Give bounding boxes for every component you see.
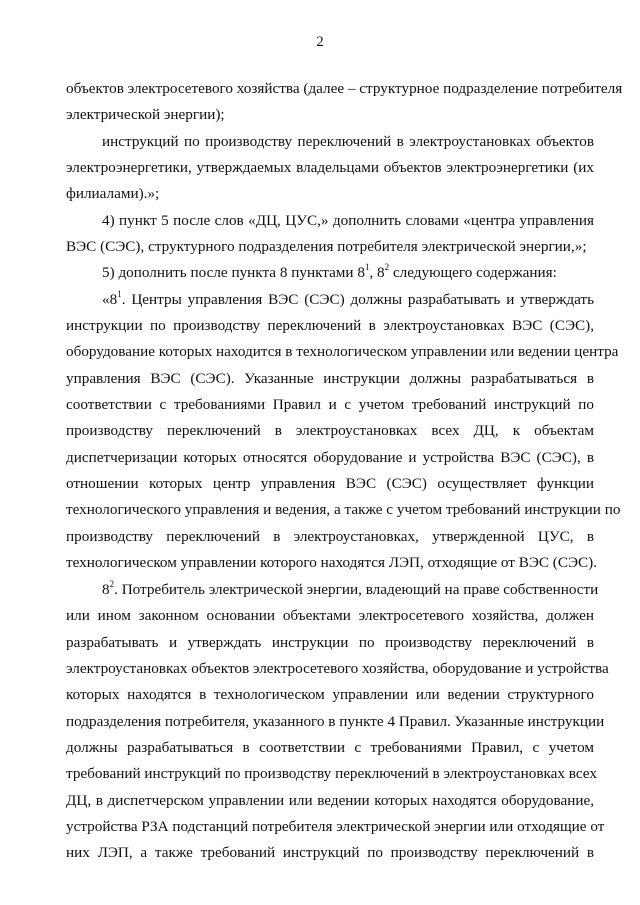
text-line: электрической энергии); [66, 106, 225, 123]
text-line: должны разрабатываться в соответствии с требованиями Правил, с учетом [66, 739, 594, 756]
page-number: 2 [316, 34, 324, 50]
text-line: оборудование которых находится в технологическом управлении или ведении центра [66, 343, 619, 360]
text-line: 5) дополнить после пункта 8 пунктами $8^1$, $8^2$ следующего содержания: [102, 261, 557, 281]
text-line: инструкций по производству переключений в электроустановках объектов [102, 133, 594, 150]
text-line: устройства РЗА подстанций потребителя электрической энергии или отходящие от [66, 818, 605, 835]
text-line: «$8^1$. Центры управления ВЭС (СЭС) должны разрабатывать и утверждать [102, 288, 594, 308]
text-line: требований инструкций по производству переключений в электроустановках всех [66, 765, 597, 782]
text-line: или ином законном основании объектами электросетевого хозяйства, должен [66, 607, 594, 624]
text-line: филиалами).»; [66, 185, 160, 202]
text-line: отношении которых центр управления ВЭС (СЭС) осуществляет функции [66, 475, 594, 492]
text-line: технологического управления и ведения, а также с учетом требований инструкции по [66, 501, 621, 518]
text-line: разрабатывать и утверждать инструкции по производству переключений в [66, 634, 594, 651]
text-line: 4) пункт 5 после слов «ДЦ, ЦУС,» дополнить словами «центра управления [102, 212, 594, 229]
text-line: производству переключений в электроустановках, утвержденной ЦУС, в [66, 528, 594, 545]
text-line: $8^2$. Потребитель электрической энергии, владеющий на праве собственности [102, 578, 599, 598]
text-line: подразделения потребителя, указанного в пункте 4 Правил. Указанные инструкции [66, 713, 605, 730]
text-line: соответствии с требованиями Правил и с учетом требований инструкций по [66, 396, 594, 413]
text-line: технологическом управлении которого находятся ЛЭП, отходящие от ВЭС (СЭС). [66, 554, 597, 571]
text-line: управления ВЭС (СЭС). Указанные инструкции должны разрабатываться в [66, 370, 594, 387]
text-line: объектов электросетевого хозяйства (далее – структурное подразделение потребителя [66, 80, 623, 97]
text-line: них ЛЭП, а также требований инструкций по производству переключений в [66, 844, 594, 861]
text-line: электроэнергетики, утверждаемых владельцами объектов электроэнергетики (их [66, 159, 594, 176]
text-line: которых находятся в технологическом управлении или ведении структурного [66, 686, 594, 703]
text-line: диспетчеризации которых относятся оборудование и устройства ВЭС (СЭС), в [66, 449, 594, 466]
text-line: ВЭС (СЭС), структурного подразделения потребителя электрической энергии,»; [66, 238, 587, 255]
text-line: электроустановках объектов электросетевого хозяйства, оборудование и устройства [66, 660, 609, 677]
text-line: инструкции по производству переключений в электроустановках ВЭС (СЭС), [66, 317, 594, 334]
text-line: ДЦ, в диспетчерском управлении или ведении которых находятся оборудование, [66, 792, 594, 809]
text-line: производству переключений в электроустановках всех ДЦ, к объектам [66, 422, 594, 439]
